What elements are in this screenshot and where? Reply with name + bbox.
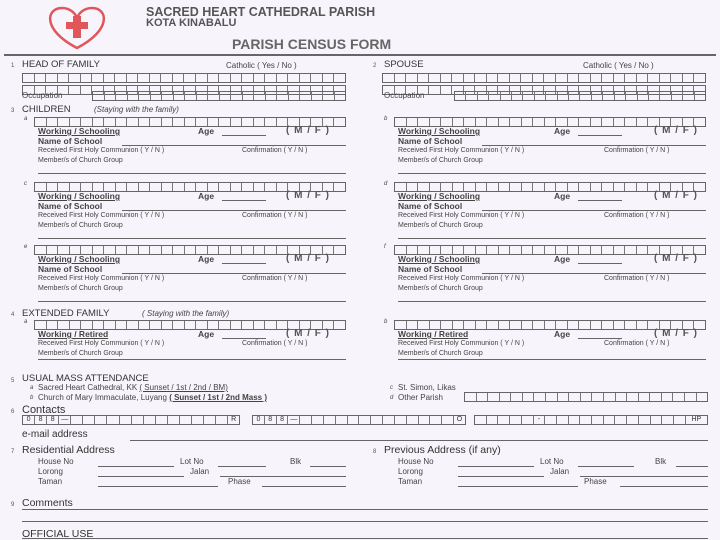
mass-times: ( Sunset / 1st / 2nd / BM): [139, 383, 228, 392]
gender-label: ( M / F ): [286, 190, 330, 201]
lorong-field[interactable]: [98, 476, 184, 477]
confirmation-label: Confirmation ( Y / N ): [604, 212, 670, 219]
lot-no-label: Lot No: [540, 457, 564, 466]
status-label: Working / Schooling: [398, 126, 481, 136]
blk-label: Blk: [655, 457, 667, 466]
age-label: Age: [198, 254, 215, 264]
other-parish-field[interactable]: [464, 392, 708, 402]
church-group-label: Member/s of Church Group: [398, 157, 483, 164]
section-number: 3: [11, 108, 15, 114]
gender-label: ( M / F ): [654, 253, 698, 264]
entry-letter: d: [390, 395, 394, 401]
communion-label: Received First Holy Communion ( Y / N ): [38, 212, 165, 219]
communion-label: Received First Holy Communion ( Y / N ): [38, 340, 165, 347]
mass-option-sacred-heart: [38, 383, 228, 392]
school-field[interactable]: [482, 145, 706, 146]
age-field[interactable]: [578, 338, 622, 339]
age-label: Age: [554, 126, 571, 136]
church-group-field[interactable]: [398, 359, 706, 360]
head-catholic-label: Catholic ( Yes / No ): [226, 61, 297, 70]
gender-label: ( M / F ): [654, 190, 698, 201]
school-field[interactable]: [122, 273, 346, 274]
lot-no-label: Lot No: [180, 457, 204, 466]
school-label: Name of School: [398, 136, 463, 146]
comments-field-line-2[interactable]: [22, 521, 708, 522]
residential-label: Residential Address: [22, 444, 115, 456]
taman-field[interactable]: [98, 486, 218, 487]
form-title: PARISH CENSUS FORM: [232, 36, 392, 52]
gender-label: ( M / F ): [654, 328, 698, 339]
church-group-field[interactable]: [38, 301, 346, 302]
communion-label: Received First Holy Communion ( Y / N ): [398, 340, 525, 347]
mass-option-luyang: [38, 393, 267, 402]
confirmation-label: Confirmation ( Y / N ): [242, 340, 308, 347]
status-label: Working / Retired: [398, 329, 469, 339]
church-group-field[interactable]: [398, 301, 706, 302]
school-field[interactable]: [482, 210, 706, 211]
church-group-label: Member/s of Church Group: [398, 350, 483, 357]
mobile-phone-field[interactable]: [474, 415, 708, 425]
spouse-name-field[interactable]: [382, 73, 706, 83]
entry-letter: f: [384, 244, 386, 250]
church-group-field[interactable]: [398, 238, 706, 239]
house-no-label: House No: [38, 457, 74, 466]
comments-label: Comments: [22, 497, 73, 509]
previous-address-label: Previous Address (if any): [384, 444, 501, 456]
lorong-field[interactable]: [458, 476, 544, 477]
phase-field[interactable]: [262, 486, 346, 487]
age-field[interactable]: [222, 263, 266, 264]
extended-entry-a: [22, 318, 348, 362]
residence-phone-field[interactable]: [22, 415, 240, 425]
section-number: 7: [11, 449, 15, 455]
gender-label: ( M / F ): [286, 125, 330, 136]
jalan-label: Jalan: [190, 467, 210, 476]
entry-letter: a: [30, 385, 34, 391]
age-label: Age: [554, 329, 571, 339]
phone-type-office: O: [456, 416, 463, 423]
child-entry-b: [382, 115, 708, 177]
church-group-field[interactable]: [398, 173, 706, 174]
entry-letter: c: [390, 385, 393, 391]
communion-label: Received First Holy Communion ( Y / N ): [38, 147, 165, 154]
age-field[interactable]: [578, 263, 622, 264]
school-field[interactable]: [122, 145, 346, 146]
city-name: KOTA KINABALU: [146, 17, 237, 29]
church-group-field[interactable]: [38, 359, 346, 360]
spouse-catholic-label: Catholic ( Yes / No ): [583, 61, 654, 70]
taman-label: Taman: [398, 477, 423, 486]
lot-no-field[interactable]: [218, 466, 266, 467]
phone-dash: -: [534, 416, 546, 424]
blk-field[interactable]: [676, 466, 708, 467]
church-group-label: Member/s of Church Group: [38, 222, 123, 229]
section-number: 8: [373, 449, 377, 455]
status-label: Working / Schooling: [38, 254, 121, 264]
church-group-label: Member/s of Church Group: [38, 350, 123, 357]
phone-digit: 8: [277, 416, 289, 424]
children-label: CHILDREN: [22, 104, 71, 115]
phone-type-mobile: HP: [691, 416, 702, 423]
phone-digit: 0: [23, 416, 35, 424]
phone-digit: 8: [265, 416, 277, 424]
age-label: Age: [198, 126, 215, 136]
lot-no-field[interactable]: [578, 466, 634, 467]
mass-option-likas[interactable]: St. Simon, Likas: [398, 383, 456, 392]
age-label: Age: [554, 191, 571, 201]
taman-field[interactable]: [458, 486, 578, 487]
child-entry-f: [382, 243, 708, 305]
head-occupation-field[interactable]: [92, 91, 346, 101]
extended-family-note: ( Staying with the family): [142, 309, 230, 318]
house-no-field[interactable]: [98, 466, 174, 467]
office-phone-field[interactable]: [252, 415, 466, 425]
section-number: 6: [11, 409, 15, 415]
section-number: 4: [11, 312, 15, 318]
entry-letter: c: [24, 181, 27, 187]
blk-label: Blk: [290, 457, 302, 466]
mass-church-name: Sacred Heart Cathedral, KK: [38, 383, 138, 392]
age-field[interactable]: [222, 135, 266, 136]
school-label: Name of School: [398, 264, 463, 274]
comments-field-line-1[interactable]: [22, 509, 708, 510]
age-field[interactable]: [222, 338, 266, 339]
section-number: 1: [11, 63, 15, 69]
age-field[interactable]: [222, 200, 266, 201]
entry-letter: b: [384, 319, 388, 325]
confirmation-label: Confirmation ( Y / N ): [242, 212, 308, 219]
entry-letter: a: [24, 116, 28, 122]
official-use-label: OFFICIAL USE: [22, 528, 94, 540]
blk-field[interactable]: [310, 466, 346, 467]
status-label: Working / Schooling: [38, 191, 121, 201]
lorong-label: Lorong: [38, 467, 63, 476]
child-entry-e: [22, 243, 348, 305]
church-group-label: Member/s of Church Group: [398, 222, 483, 229]
communion-label: Received First Holy Communion ( Y / N ): [398, 212, 525, 219]
section-number: 9: [11, 502, 15, 508]
phone-digit: 8: [35, 416, 47, 424]
school-label: Name of School: [38, 201, 103, 211]
mass-other-parish-label: Other Parish: [398, 393, 443, 402]
house-no-field[interactable]: [458, 466, 534, 467]
email-field[interactable]: [130, 440, 708, 441]
gender-label: ( M / F ): [654, 125, 698, 136]
parish-logo: [22, 4, 132, 52]
head-occupation-label: Occupation: [22, 91, 63, 100]
status-label: Working / Schooling: [398, 191, 481, 201]
school-label: Name of School: [38, 264, 103, 274]
school-label: Name of School: [398, 201, 463, 211]
confirmation-label: Confirmation ( Y / N ): [604, 340, 670, 347]
mass-label: USUAL MASS ATTENDANCE: [22, 373, 149, 384]
entry-letter: e: [24, 244, 28, 250]
age-label: Age: [554, 254, 571, 264]
jalan-label: Jalan: [550, 467, 570, 476]
church-group-field[interactable]: [38, 238, 346, 239]
phone-dash: —: [59, 416, 71, 424]
phone-type-residence: R: [231, 416, 237, 423]
spouse-occupation-field[interactable]: [454, 91, 706, 101]
confirmation-label: Confirmation ( Y / N ): [604, 147, 670, 154]
school-label: Name of School: [38, 136, 103, 146]
phone-dash: —: [288, 416, 300, 424]
church-group-label: Member/s of Church Group: [398, 285, 483, 292]
official-use-line: [22, 538, 708, 539]
child-entry-a: [22, 115, 348, 177]
spouse-occupation-label: Occupation: [384, 91, 425, 100]
phone-digit: 0: [253, 416, 265, 424]
child-entry-c: [22, 180, 348, 242]
gender-label: ( M / F ): [286, 253, 330, 264]
school-field[interactable]: [122, 210, 346, 211]
section-number: 2: [373, 63, 377, 69]
child-entry-d: [382, 180, 708, 242]
entry-letter: a: [24, 319, 28, 325]
extended-entry-b: [382, 318, 708, 362]
church-group-field[interactable]: [38, 173, 346, 174]
phase-field[interactable]: [620, 486, 708, 487]
communion-label: Received First Holy Communion ( Y / N ): [398, 275, 525, 282]
entry-letter: d: [384, 181, 388, 187]
confirmation-label: Confirmation ( Y / N ): [604, 275, 670, 282]
entry-letter: b: [384, 116, 388, 122]
mass-church-name: Church of Mary Immaculate, Luyang: [38, 393, 167, 402]
church-group-label: Member/s of Church Group: [38, 157, 123, 164]
extended-family-label: EXTENDED FAMILY: [22, 308, 110, 319]
phone-digit: 8: [47, 416, 59, 424]
confirmation-label: Confirmation ( Y / N ): [242, 147, 308, 154]
communion-label: Received First Holy Communion ( Y / N ): [38, 275, 165, 282]
entry-letter: b: [30, 395, 34, 401]
header-divider: [4, 54, 716, 56]
phase-label: Phase: [584, 477, 607, 486]
confirmation-label: Confirmation ( Y / N ): [242, 275, 308, 282]
contacts-label: Contacts: [22, 404, 66, 416]
age-label: Age: [198, 329, 215, 339]
mass-times: ( Sunset / 1st / 2nd Mass ): [169, 393, 267, 402]
status-label: Working / Retired: [38, 329, 109, 339]
head-of-family-label: HEAD OF FAMILY: [22, 59, 100, 70]
school-field[interactable]: [482, 273, 706, 274]
communion-label: Received First Holy Communion ( Y / N ): [398, 147, 525, 154]
parish-name: SACRED HEART CATHEDRAL PARISH: [146, 5, 376, 19]
gender-label: ( M / F ): [286, 328, 330, 339]
head-name-field[interactable]: [22, 73, 346, 83]
age-label: Age: [198, 191, 215, 201]
spouse-label: SPOUSE: [384, 59, 424, 70]
email-label: e-mail address: [22, 429, 88, 440]
taman-label: Taman: [38, 477, 63, 486]
section-number: 5: [11, 378, 15, 384]
age-field[interactable]: [578, 135, 622, 136]
children-note: (Staying with the family): [94, 105, 179, 114]
house-no-label: House No: [398, 457, 434, 466]
age-field[interactable]: [578, 200, 622, 201]
church-group-label: Member/s of Church Group: [38, 285, 123, 292]
lorong-label: Lorong: [398, 467, 423, 476]
phase-label: Phase: [228, 477, 251, 486]
status-label: Working / Schooling: [398, 254, 481, 264]
status-label: Working / Schooling: [38, 126, 121, 136]
